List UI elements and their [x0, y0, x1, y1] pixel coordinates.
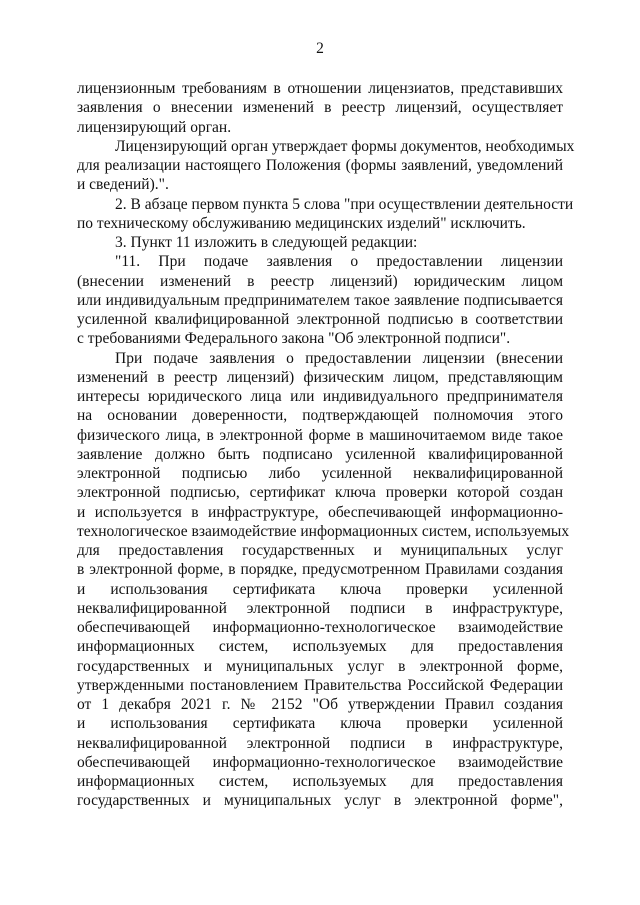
- text-line: обеспечивающей информационно-технологическое взаимодействие: [77, 753, 563, 771]
- text-line: информационных систем, используемых для предоставления: [77, 638, 563, 656]
- text-line: и сведений).".: [77, 176, 169, 194]
- text-line: (внесении изменений в реестр лицензий) юридическим лицом: [77, 272, 563, 290]
- text-line: электронной подписью, сертификат ключа проверки которой создан: [77, 484, 563, 502]
- text-line: на основании доверенности, подтверждающей полномочия этого: [77, 407, 563, 425]
- text-line: заявления о внесении изменений в реестр лицензий, осуществляет: [77, 99, 563, 117]
- text-line: или индивидуальным предпринимателем такое заявление подписывается: [77, 291, 563, 309]
- text-line: и используется в инфраструктуре, обеспечивающей информационно-: [77, 503, 563, 521]
- paragraph-first-line: При подаче заявления о предоставлении лицензии (внесении: [115, 349, 563, 367]
- text-line: в электронной форме, в порядке, предусмотренном Правилами создания: [77, 561, 563, 579]
- page-number: 2: [316, 40, 324, 57]
- text-line: и использования сертификата ключа проверки усиленной: [77, 580, 563, 598]
- paragraph-first-line: 2. В абзаце первом пункта 5 слова "при осуществлении деятельности: [115, 195, 574, 213]
- text-line: лицензирующий орган.: [77, 118, 232, 136]
- text-line: лицензионным требованиям в отношении лицензиатов, представивших: [77, 80, 563, 97]
- paragraph-first-line: Лицензирующий орган утверждает формы документов, необходимых: [115, 137, 575, 155]
- text-line: электронной подписью либо усиленной неквалифицированной: [77, 465, 563, 482]
- text-line: информационных систем, используемых для предоставления: [77, 773, 563, 790]
- text-line: физического лица, в электронной форме в машиночитаемом виде такое: [77, 426, 563, 444]
- text-line: неквалифицированной электронной подписи в инфраструктуре,: [77, 599, 563, 617]
- text-line: и использования сертификата ключа проверки усиленной: [77, 715, 563, 733]
- paragraph-first-line: 3. Пункт 11 изложить в следующей редакции:: [115, 234, 418, 251]
- text-line: государственных и муниципальных услуг в электронной форме",: [77, 792, 563, 810]
- document-body: [77, 79, 575, 811]
- text-line: обеспечивающей информационно-технологическое взаимодействие: [77, 619, 563, 636]
- text-line: усиленной квалифицированной электронной подписью в соответствии: [77, 311, 563, 328]
- paragraph-first-line: "11. При подаче заявления о предоставлении лицензии: [115, 253, 563, 271]
- text-line: неквалифицированной электронной подписи в инфраструктуре,: [77, 734, 563, 752]
- text-line: интересы юридического лица или индивидуального предпринимателя: [77, 388, 563, 405]
- text-line: изменений в реестр лицензий) физическим лицом, представляющим: [77, 368, 563, 386]
- text-line: с требованиями Федерального закона "Об электронной подписи".: [77, 330, 511, 348]
- text-line: по техническому обслуживанию медицинских изделий" исключить.: [77, 214, 526, 232]
- text-line: для реализации настоящего Положения (формы заявлений, уведомлений: [77, 157, 563, 174]
- text-line: технологическое взаимодействие информационных систем, используемых: [77, 522, 570, 540]
- text-line: заявление должно быть подписано усиленной квалифицированной: [77, 445, 563, 463]
- text-line: государственных и муниципальных услуг в электронной форме,: [77, 657, 563, 675]
- text-line: от 1 декабря 2021 г. № 2152 "Об утверждении Правил создания: [77, 696, 563, 713]
- text-line: для предоставления государственных и муниципальных услуг: [77, 542, 563, 559]
- text-line: утвержденными постановлением Правительства Российской Федерации: [77, 676, 563, 694]
